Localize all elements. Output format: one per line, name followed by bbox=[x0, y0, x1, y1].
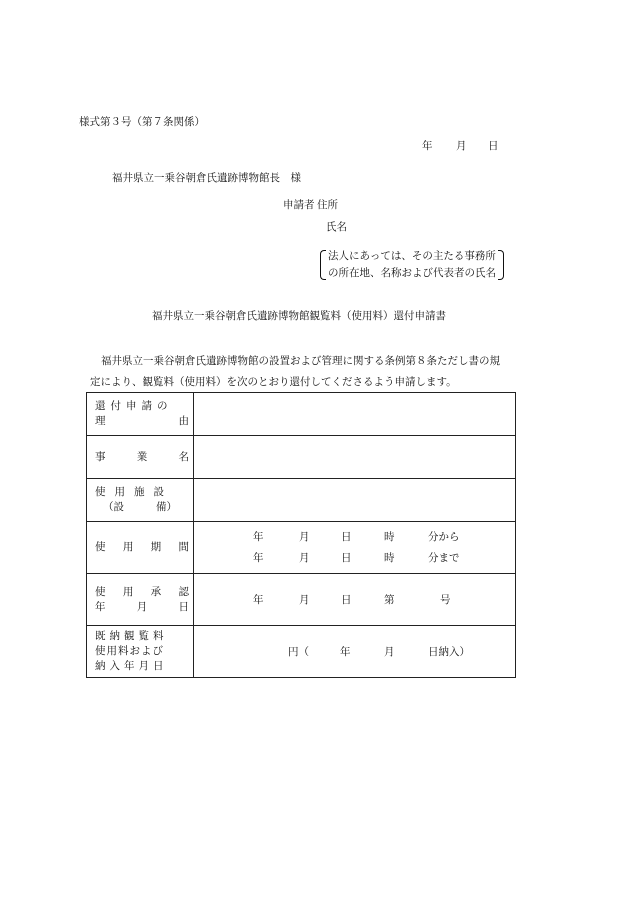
table-row-approval bbox=[87, 574, 516, 626]
paid-label-text: 既納観覧料 bbox=[95, 630, 168, 642]
period-label-char: 使 bbox=[95, 541, 106, 553]
body-line: 福井県立一乗谷朝倉氏遺跡博物館の設置および管理に関する条例第８条ただし書の規 bbox=[101, 355, 500, 367]
date-month: 月 bbox=[456, 140, 467, 152]
reason-label-line1 bbox=[95, 399, 189, 414]
reason-label-char: 由 bbox=[178, 415, 189, 427]
approval-row bbox=[194, 592, 515, 607]
facility-label-char: 備） bbox=[156, 501, 177, 513]
period-from-day: 日 bbox=[341, 530, 352, 543]
approval-day: 日 bbox=[341, 594, 352, 606]
approval-label-line2 bbox=[95, 600, 189, 615]
paid-day: 日納入） bbox=[428, 646, 470, 658]
reason-label-text: 還付申請の bbox=[95, 400, 173, 412]
approval-label-char: 認 bbox=[178, 585, 189, 598]
facility-input-cell[interactable] bbox=[194, 479, 516, 522]
facility-label-line2 bbox=[95, 500, 189, 515]
body-line: 定により、観覧料（使用料）を次のとおり還付してくださるよう申請します。 bbox=[90, 376, 457, 388]
paid-label-line2 bbox=[95, 644, 189, 659]
approval-number-suffix: 号 bbox=[440, 594, 451, 606]
reason-label bbox=[87, 393, 194, 436]
body-text bbox=[90, 351, 520, 393]
paid-label-line3 bbox=[95, 659, 189, 674]
period-label-char: 間 bbox=[178, 541, 189, 553]
facility-label bbox=[87, 479, 194, 522]
period-to-minute: 分まで bbox=[428, 551, 460, 564]
approval-label bbox=[87, 574, 194, 626]
period-to-month: 月 bbox=[299, 551, 310, 564]
approval-input-cell[interactable] bbox=[194, 574, 516, 626]
period-to-year: 年 bbox=[253, 551, 264, 564]
addressee: 福井県立一乗谷朝倉氏遺跡博物館長 様 bbox=[112, 172, 301, 184]
facility-label-char: （設 bbox=[103, 501, 124, 513]
project-label-char: 業 bbox=[136, 450, 148, 463]
table-row-project bbox=[87, 436, 516, 479]
project-input-cell[interactable] bbox=[194, 436, 516, 479]
application-table bbox=[86, 392, 516, 678]
approval-label-char: 月 bbox=[136, 600, 148, 613]
form-number: 様式第３号（第７条関係） bbox=[79, 116, 205, 128]
approval-label-char: 承 bbox=[150, 585, 162, 598]
table-row-reason bbox=[87, 393, 516, 436]
address-label: 住所 bbox=[317, 199, 338, 211]
period-from-minute: 分から bbox=[428, 530, 460, 543]
approval-month: 月 bbox=[299, 594, 310, 606]
period-from-row bbox=[194, 527, 515, 548]
reason-label-line2 bbox=[95, 414, 189, 429]
table-row-facility bbox=[87, 479, 516, 522]
period-label-char: 用 bbox=[122, 541, 134, 553]
approval-number-prefix: 第 bbox=[384, 594, 395, 606]
period-label bbox=[87, 522, 194, 574]
paid-label-text: 納入年月日 bbox=[95, 660, 168, 672]
approval-label-char: 年 bbox=[95, 600, 106, 613]
facility-label-text: 使用施設 bbox=[95, 486, 173, 498]
document-title: 福井県立一乗谷朝倉氏遺跡博物館観覧料（使用料）還付申請書 bbox=[152, 310, 446, 322]
corporate-note-line: の所在地、名称および代表者の氏名 bbox=[328, 267, 496, 279]
project-label-line bbox=[95, 450, 189, 465]
period-from-month: 月 bbox=[299, 530, 310, 543]
paid-month: 月 bbox=[384, 646, 395, 658]
project-label-char: 事 bbox=[95, 450, 106, 463]
paid-year: 年 bbox=[340, 646, 351, 658]
approval-label-char: 日 bbox=[178, 600, 189, 613]
facility-label-line1 bbox=[95, 485, 189, 500]
applicant-block bbox=[283, 197, 338, 212]
reason-input-cell[interactable] bbox=[194, 393, 516, 436]
table-row-paid bbox=[87, 626, 516, 678]
period-to-day: 日 bbox=[341, 551, 352, 564]
period-to-row bbox=[194, 548, 515, 569]
period-from-hour: 時 bbox=[384, 530, 395, 543]
approval-year: 年 bbox=[253, 594, 264, 606]
paid-input-cell[interactable] bbox=[194, 626, 516, 678]
period-to-hour: 時 bbox=[384, 551, 395, 564]
table-row-period bbox=[87, 522, 516, 574]
paid-label-text: 使用料および bbox=[95, 645, 164, 657]
applicant-label: 申請者 bbox=[283, 199, 315, 211]
reason-label-char: 理 bbox=[95, 415, 106, 427]
paid-row bbox=[194, 644, 515, 659]
date-day: 日 bbox=[488, 140, 499, 152]
paid-label-line1 bbox=[95, 629, 189, 644]
project-label-char: 名 bbox=[178, 450, 189, 463]
approval-label-char: 用 bbox=[122, 585, 134, 598]
paid-label bbox=[87, 626, 194, 678]
corporate-note-line: 法人にあっては、その主たる事務所 bbox=[328, 250, 496, 262]
name-label: 氏名 bbox=[326, 221, 347, 233]
corporate-note bbox=[320, 248, 504, 282]
approval-label-char: 使 bbox=[95, 585, 106, 598]
period-label-char: 期 bbox=[150, 541, 162, 553]
date-line bbox=[422, 138, 499, 153]
approval-label-line1 bbox=[95, 585, 189, 600]
project-label bbox=[87, 436, 194, 479]
period-from-year: 年 bbox=[253, 530, 264, 543]
period-input-cell[interactable] bbox=[194, 522, 516, 574]
paid-yen: 円（ bbox=[288, 646, 309, 658]
date-year: 年 bbox=[422, 140, 433, 152]
period-label-line bbox=[95, 540, 189, 555]
